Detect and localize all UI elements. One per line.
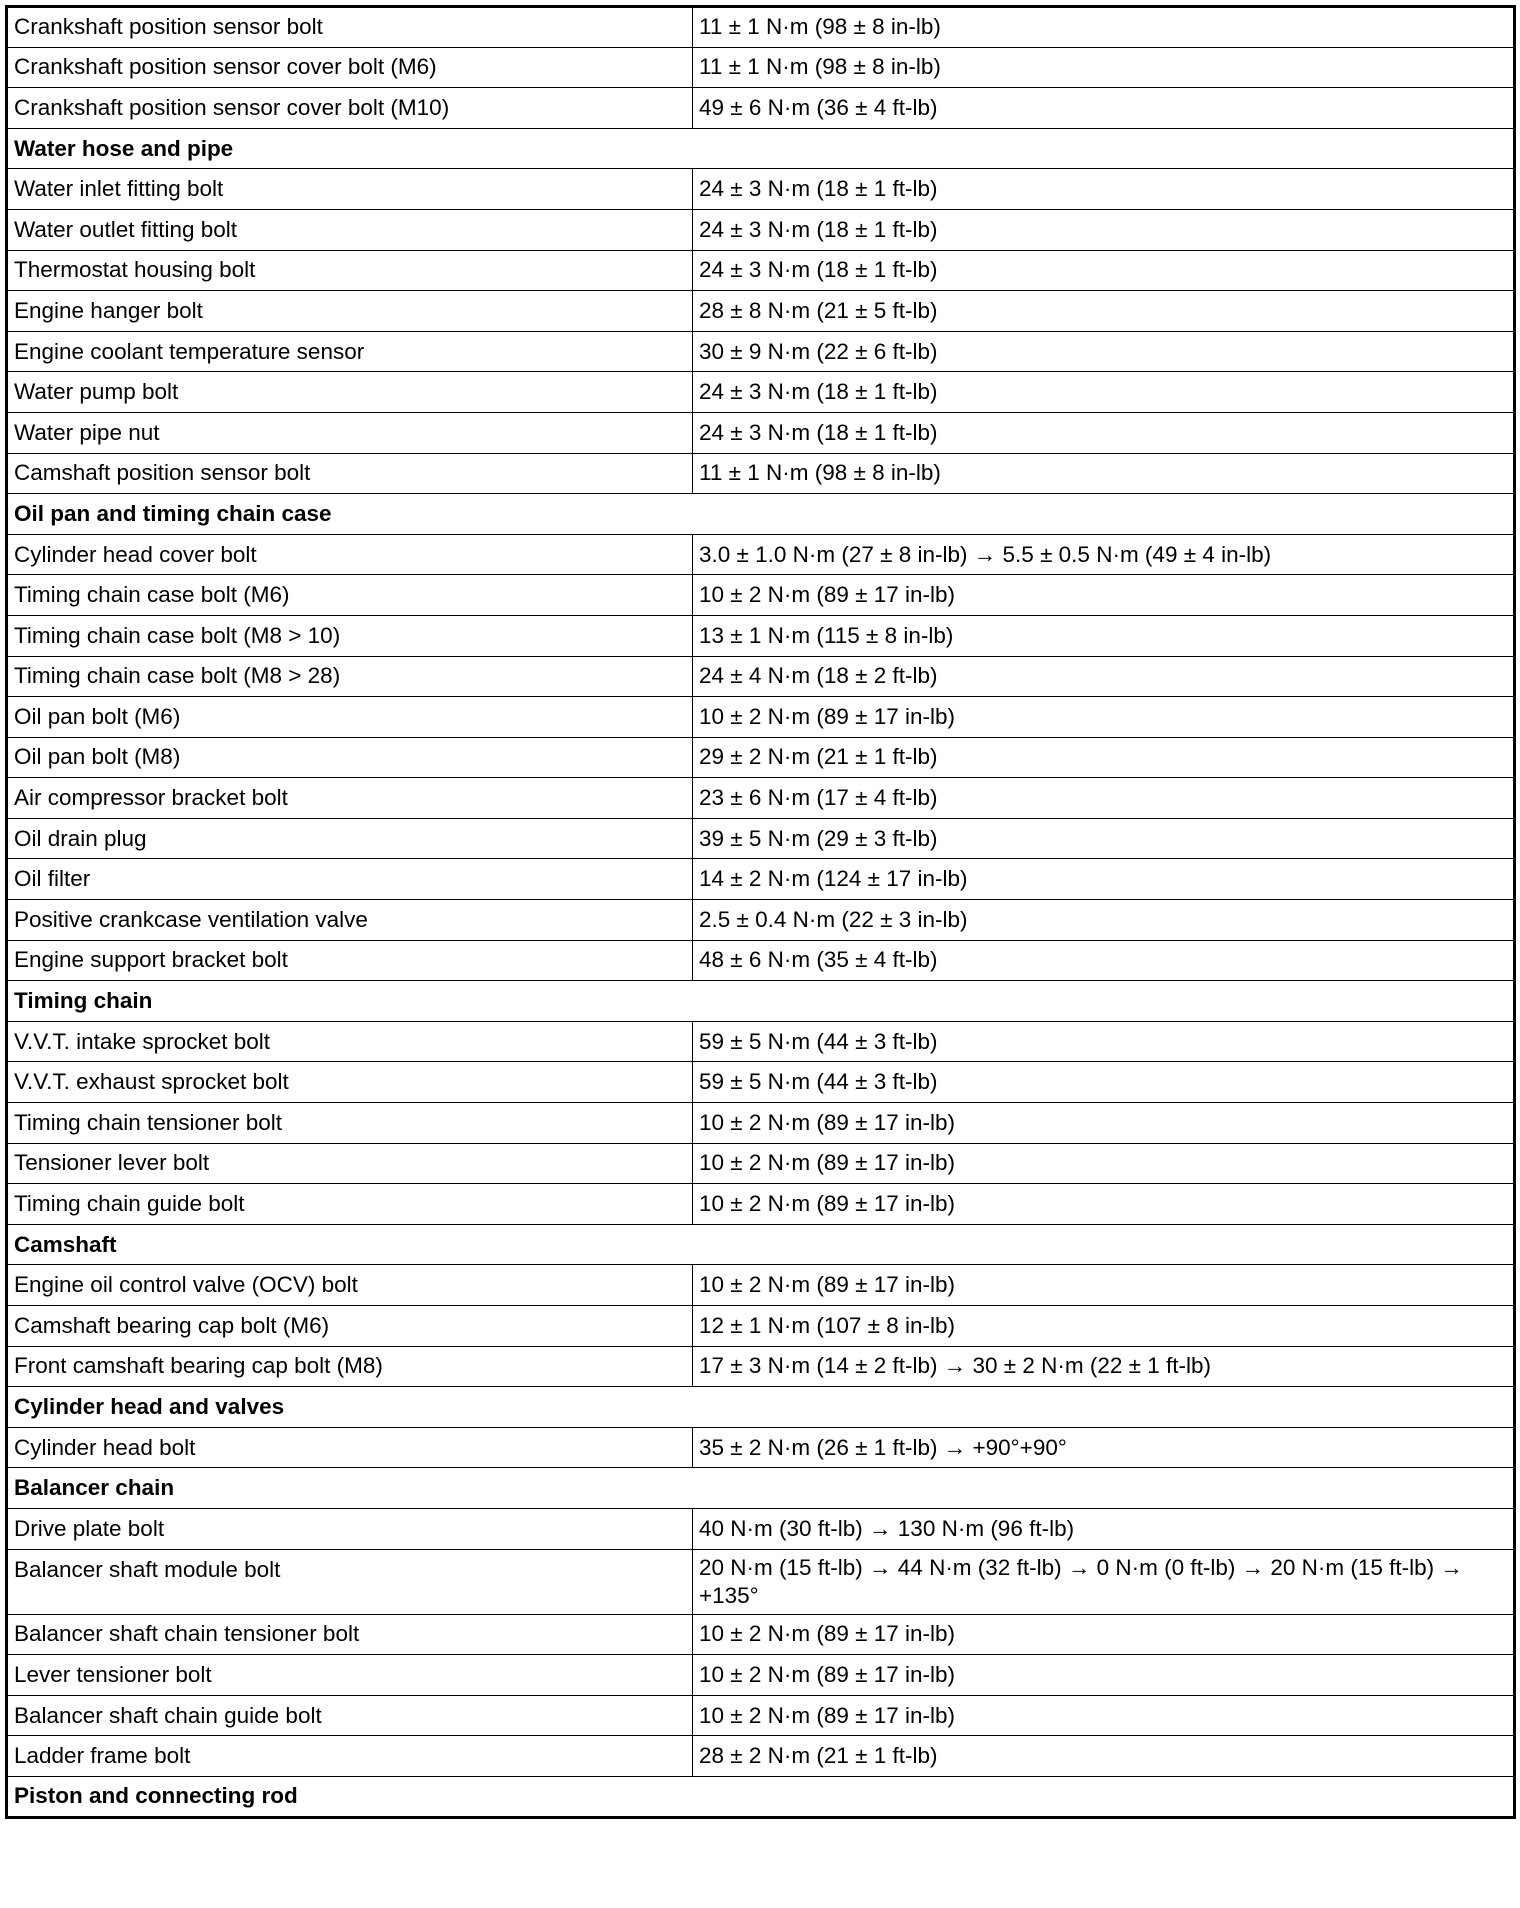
torque-value-cell: 24 ± 3 N·m (18 ± 1 ft-lb) [693, 250, 1515, 291]
torque-value-cell: 3.0 ± 1.0 N·m (27 ± 8 in-lb) → 5.5 ± 0.5 N·m (49 ± 4 in-lb) [693, 534, 1515, 575]
part-name-cell: Timing chain case bolt (M8 > 10) [7, 615, 693, 656]
table-row [7, 575, 1515, 616]
table-row [7, 940, 1515, 981]
part-name-cell: Crankshaft position sensor cover bolt (M10) [7, 88, 693, 129]
part-name-cell: Water outlet fitting bolt [7, 209, 693, 250]
torque-value-cell: 29 ± 2 N·m (21 ± 1 ft-lb) [693, 737, 1515, 778]
table-row [7, 1143, 1515, 1184]
table-row [7, 47, 1515, 88]
table-row [7, 1427, 1515, 1468]
part-name-cell: Front camshaft bearing cap bolt (M8) [7, 1346, 693, 1387]
part-name-cell: Water inlet fitting bolt [7, 169, 693, 210]
section-header-row [7, 981, 1515, 1022]
part-name-cell: Positive crankcase ventilation valve [7, 900, 693, 941]
table-row [7, 453, 1515, 494]
section-title: Water hose and pipe [7, 128, 1515, 169]
torque-value-cell: 11 ± 1 N·m (98 ± 8 in-lb) [693, 453, 1515, 494]
part-name-cell: Crankshaft position sensor cover bolt (M6) [7, 47, 693, 88]
torque-value-cell: 28 ± 8 N·m (21 ± 5 ft-lb) [693, 291, 1515, 332]
section-title: Balancer chain [7, 1468, 1515, 1509]
section-header-row [7, 1224, 1515, 1265]
part-name-cell: Water pump bolt [7, 372, 693, 413]
table-row [7, 615, 1515, 656]
torque-value-cell: 12 ± 1 N·m (107 ± 8 in-lb) [693, 1306, 1515, 1347]
section-title: Camshaft [7, 1224, 1515, 1265]
table-row [7, 1306, 1515, 1347]
section-header-row [7, 128, 1515, 169]
part-name-cell: Oil pan bolt (M6) [7, 697, 693, 738]
torque-value-cell: 10 ± 2 N·m (89 ± 17 in-lb) [693, 1103, 1515, 1144]
torque-value-cell: 24 ± 3 N·m (18 ± 1 ft-lb) [693, 209, 1515, 250]
torque-value-cell: 10 ± 2 N·m (89 ± 17 in-lb) [693, 1655, 1515, 1696]
part-name-cell: Crankshaft position sensor bolt [7, 7, 693, 48]
table-row [7, 534, 1515, 575]
part-name-cell: Oil drain plug [7, 818, 693, 859]
table-row [7, 1021, 1515, 1062]
torque-value-cell: 14 ± 2 N·m (124 ± 17 in-lb) [693, 859, 1515, 900]
table-row [7, 291, 1515, 332]
table-row [7, 1655, 1515, 1696]
part-name-cell: Lever tensioner bolt [7, 1655, 693, 1696]
section-header-row [7, 494, 1515, 535]
table-row [7, 778, 1515, 819]
table-row [7, 7, 1515, 48]
part-name-cell: Timing chain case bolt (M8 > 28) [7, 656, 693, 697]
torque-value-cell: 30 ± 9 N·m (22 ± 6 ft-lb) [693, 331, 1515, 372]
torque-value-cell: 24 ± 4 N·m (18 ± 2 ft-lb) [693, 656, 1515, 697]
torque-value-cell: 10 ± 2 N·m (89 ± 17 in-lb) [693, 1184, 1515, 1225]
part-name-cell: Timing chain tensioner bolt [7, 1103, 693, 1144]
part-name-cell: Timing chain guide bolt [7, 1184, 693, 1225]
part-name-cell: Balancer shaft chain tensioner bolt [7, 1614, 693, 1655]
section-title: Timing chain [7, 981, 1515, 1022]
torque-value-cell: 10 ± 2 N·m (89 ± 17 in-lb) [693, 1614, 1515, 1655]
torque-value-cell: 2.5 ± 0.4 N·m (22 ± 3 in-lb) [693, 900, 1515, 941]
torque-value-cell: 24 ± 3 N·m (18 ± 1 ft-lb) [693, 372, 1515, 413]
torque-value-cell: 48 ± 6 N·m (35 ± 4 ft-lb) [693, 940, 1515, 981]
part-name-cell: Oil filter [7, 859, 693, 900]
table-row [7, 88, 1515, 129]
part-name-cell: Water pipe nut [7, 412, 693, 453]
table-row [7, 1265, 1515, 1306]
table-row [7, 697, 1515, 738]
torque-value-cell: 24 ± 3 N·m (18 ± 1 ft-lb) [693, 169, 1515, 210]
torque-value-cell: 24 ± 3 N·m (18 ± 1 ft-lb) [693, 412, 1515, 453]
part-name-cell: Timing chain case bolt (M6) [7, 575, 693, 616]
torque-specification-table [5, 5, 1516, 1819]
part-name-cell: Engine coolant temperature sensor [7, 331, 693, 372]
part-name-cell: Balancer shaft module bolt [7, 1549, 693, 1614]
table-row [7, 818, 1515, 859]
torque-value-cell: 40 N·m (30 ft-lb) → 130 N·m (96 ft-lb) [693, 1508, 1515, 1549]
torque-value-cell: 10 ± 2 N·m (89 ± 17 in-lb) [693, 697, 1515, 738]
torque-value-cell: 10 ± 2 N·m (89 ± 17 in-lb) [693, 1695, 1515, 1736]
part-name-cell: Cylinder head cover bolt [7, 534, 693, 575]
torque-value-cell: 10 ± 2 N·m (89 ± 17 in-lb) [693, 1143, 1515, 1184]
part-name-cell: Balancer shaft chain guide bolt [7, 1695, 693, 1736]
part-name-cell: Engine oil control valve (OCV) bolt [7, 1265, 693, 1306]
table-row [7, 900, 1515, 941]
torque-value-cell: 59 ± 5 N·m (44 ± 3 ft-lb) [693, 1021, 1515, 1062]
part-name-cell: Engine hanger bolt [7, 291, 693, 332]
torque-value-cell: 13 ± 1 N·m (115 ± 8 in-lb) [693, 615, 1515, 656]
section-header-row [7, 1776, 1515, 1817]
torque-value-cell: 11 ± 1 N·m (98 ± 8 in-lb) [693, 7, 1515, 48]
table-row [7, 1062, 1515, 1103]
part-name-cell: Cylinder head bolt [7, 1427, 693, 1468]
table-row [7, 1184, 1515, 1225]
torque-value-cell: 17 ± 3 N·m (14 ± 2 ft-lb) → 30 ± 2 N·m (22 ± 1 ft-lb) [693, 1346, 1515, 1387]
table-row [7, 1695, 1515, 1736]
table-row [7, 372, 1515, 413]
table-row [7, 859, 1515, 900]
torque-value-cell: 10 ± 2 N·m (89 ± 17 in-lb) [693, 575, 1515, 616]
table-row [7, 1549, 1515, 1614]
section-header-row [7, 1468, 1515, 1509]
table-row [7, 1736, 1515, 1777]
section-header-row [7, 1387, 1515, 1428]
part-name-cell: Tensioner lever bolt [7, 1143, 693, 1184]
part-name-cell: Ladder frame bolt [7, 1736, 693, 1777]
table-row [7, 1103, 1515, 1144]
table-row [7, 169, 1515, 210]
torque-value-cell: 49 ± 6 N·m (36 ± 4 ft-lb) [693, 88, 1515, 129]
part-name-cell: Engine support bracket bolt [7, 940, 693, 981]
part-name-cell: Camshaft position sensor bolt [7, 453, 693, 494]
part-name-cell: V.V.T. intake sprocket bolt [7, 1021, 693, 1062]
table-row [7, 412, 1515, 453]
table-row [7, 1508, 1515, 1549]
table-row [7, 737, 1515, 778]
section-title: Cylinder head and valves [7, 1387, 1515, 1428]
torque-value-cell: 28 ± 2 N·m (21 ± 1 ft-lb) [693, 1736, 1515, 1777]
section-title: Piston and connecting rod [7, 1776, 1515, 1817]
part-name-cell: Thermostat housing bolt [7, 250, 693, 291]
torque-value-cell: 23 ± 6 N·m (17 ± 4 ft-lb) [693, 778, 1515, 819]
table-row [7, 656, 1515, 697]
torque-value-cell: 35 ± 2 N·m (26 ± 1 ft-lb) → +90°+90° [693, 1427, 1515, 1468]
part-name-cell: V.V.T. exhaust sprocket bolt [7, 1062, 693, 1103]
part-name-cell: Camshaft bearing cap bolt (M6) [7, 1306, 693, 1347]
torque-value-cell: 59 ± 5 N·m (44 ± 3 ft-lb) [693, 1062, 1515, 1103]
table-row [7, 331, 1515, 372]
part-name-cell: Drive plate bolt [7, 1508, 693, 1549]
torque-value-cell: 10 ± 2 N·m (89 ± 17 in-lb) [693, 1265, 1515, 1306]
torque-value-cell: 39 ± 5 N·m (29 ± 3 ft-lb) [693, 818, 1515, 859]
torque-table-body [7, 7, 1515, 1818]
section-title: Oil pan and timing chain case [7, 494, 1515, 535]
part-name-cell: Air compressor bracket bolt [7, 778, 693, 819]
torque-value-cell: 20 N·m (15 ft-lb) → 44 N·m (32 ft-lb) → 0 N·m (0 ft-lb) → 20 N·m (15 ft-lb) → +135° [693, 1549, 1515, 1614]
part-name-cell: Oil pan bolt (M8) [7, 737, 693, 778]
table-row [7, 1346, 1515, 1387]
table-row [7, 1614, 1515, 1655]
table-row [7, 250, 1515, 291]
torque-value-cell: 11 ± 1 N·m (98 ± 8 in-lb) [693, 47, 1515, 88]
table-row [7, 209, 1515, 250]
